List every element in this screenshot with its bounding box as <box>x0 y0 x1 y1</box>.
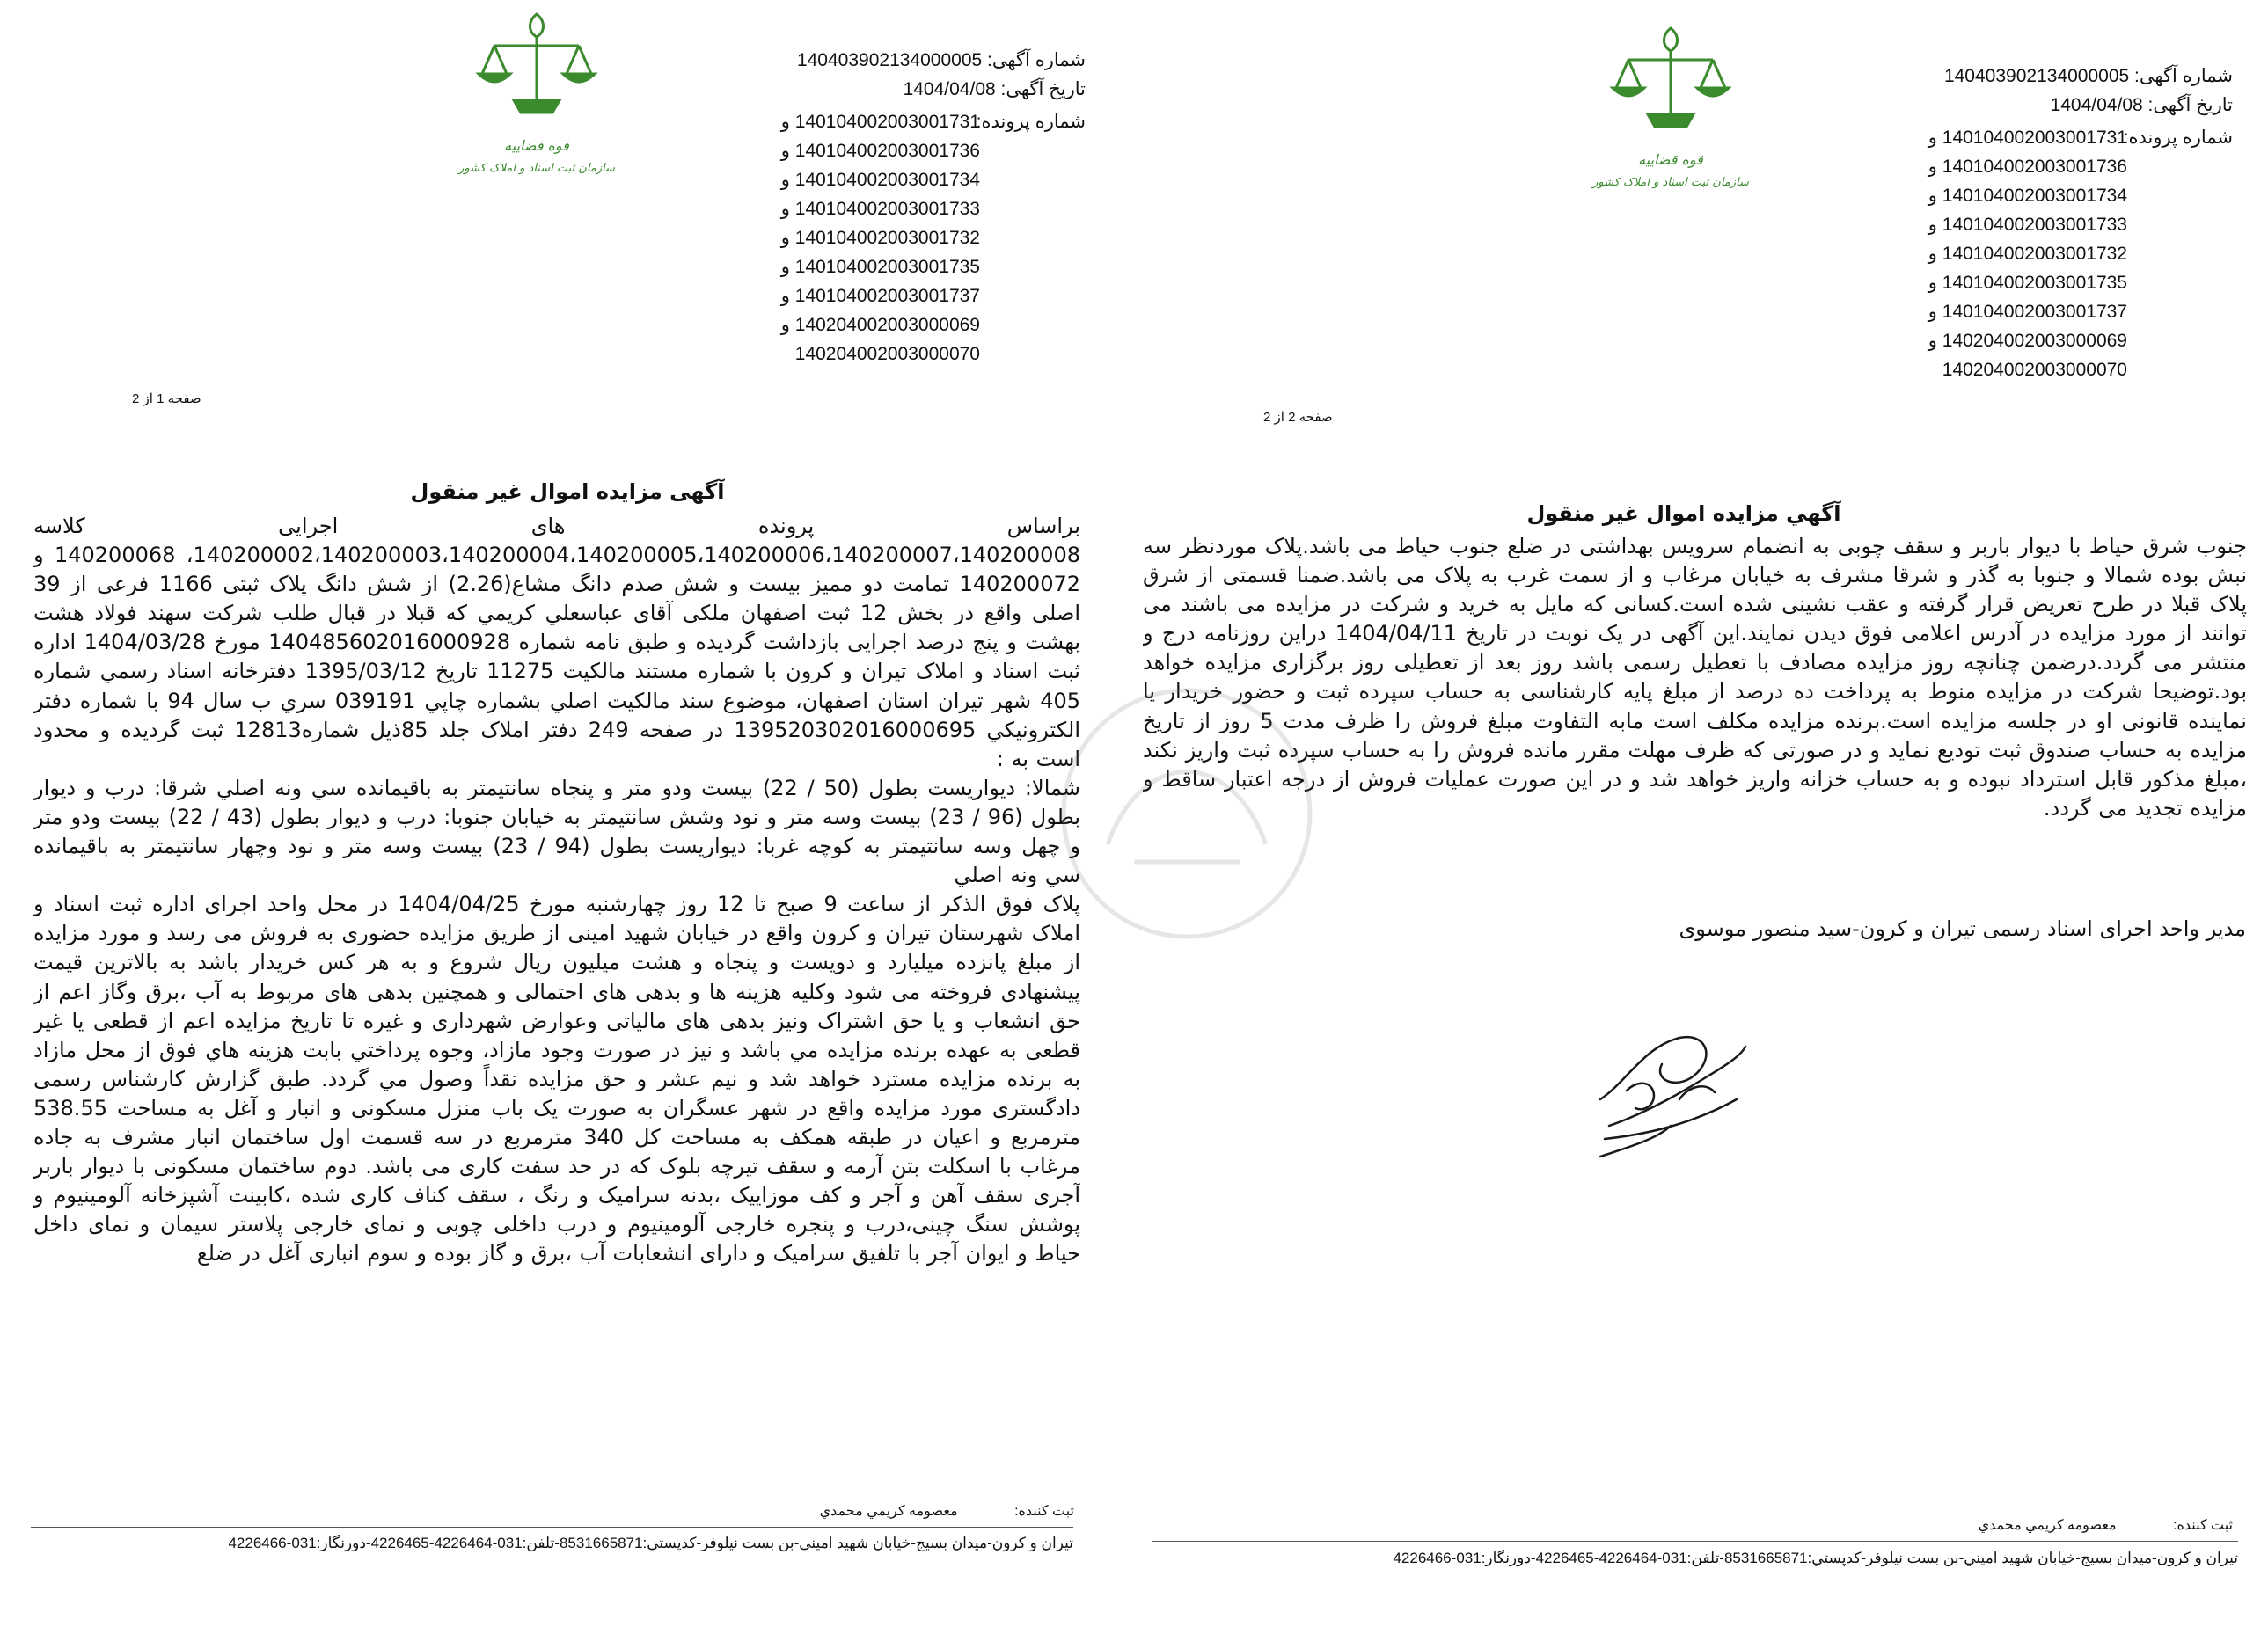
ad-meta-block: شماره آگهی: 140403902134000005 تاریخ آگهی: 1404/04/08 شماره پرونده: 140104002003001731 و 140104002003001736 و 140104002003001734 و 140104002003001733 و 140104002003001732 و 140104002003001735 و 140104002003001737 و 140204002003000069 و 140204002003000070 <box>1740 62 2233 384</box>
notice-paragraph: پلاک فوق الذکر از ساعت 9 صبح تا 12 روز چهارشنبه مورخ 1404/04/25 در محل واحد اجرای اداره ثبت اسناد و املاک شهرستان تیران و کرون واقع در خیابان شهید امینی از طریق مزایده حضوری به فروش می رسد و مورد مزایده از مبلغ پانزده میلیارد و دویست و پنجاه و هشت میلیون ریال شروع و به هر کس خریدار باشد به بالاترین قیمت پیشنهادی فروخته می شود وکلیه هزینه ها و بدهی های احتمالی و همچنین بدهی های مربوط به آب ،برق وگاز اعم از حق انشعاب و یا حق اشتراک ونیز بدهی های مالیاتی وعوارض شهرداری و غیره تا تاریخ مزایده اعم از قطعی یا غیر قطعی به عهده برنده مزایده مي باشد و نیز در صورت وجود مازاد، وجوه پرداختي بابت هزینه هاي فوق از محل مازاد به برنده مزایده مسترد خواهد شد و نیم عشر و حق مزایده نقداً وصول مي گردد. طبق گزارش کارشناس رسمی دادگستری مورد مزایده واقع در شهر عسگران به صورت یک باب منزل مسکونی و انبار و آغل به مساحت 538.55 مترمربع و اعیان در طبقه همکف به مساحت کل 340 مترمربع در سه قسمت اول ساختمان انبار مشرف به جاده مرغاب با اسکلت بتن آرمه و سقف تیرچه بلوک که در حد سفت کاری می باشد. دوم ساختمان مسکونی با دیوار باربر آجری سقف آهن و آجر و کف موزاییک ،بدنه سرامیک و رنگ ، سقف کناف کاری شده ،کابینت آشپزخانه آلومینیوم و پوشش سنگ چینی،درب و پنجره خارجی آلومینیوم و درب داخلی چوبی و نمای خارجی پلاستر سیمان و نمای داخل حیاط و ایوان آجر با تلفیق سرامیک و دارای انشعابات آب ،برق و گاز بوده و سوم انباری آغل در ضلع <box>33 892 1080 1266</box>
ad-number-row <box>593 46 1086 75</box>
page-number: صفحه 2 از 2 <box>1263 410 1333 425</box>
ad-date-label: تاریخ آگهی: <box>2147 95 2233 115</box>
case-number: 140104002003001732 و <box>1928 244 2127 264</box>
emblem-org-line-2: سازمان ثبت اسناد و املاک کشور <box>1592 176 1749 189</box>
case-number: 140104002003001731 و <box>780 112 980 132</box>
emblem-org-line-2: سازمان ثبت اسناد و املاک کشور <box>458 162 615 175</box>
registrar-label: ثبت کننده: <box>1014 1504 1074 1519</box>
judiciary-emblem <box>1591 19 1750 213</box>
case-number: 140104002003001733 و <box>1928 215 2127 235</box>
registrar <box>820 1502 1074 1520</box>
ad-number-label: شماره آگهی: <box>987 50 1086 70</box>
notice-paragraph: جنوب شرق حیاط با دیوار باربر و سقف چوبی به انضمام سرویس بهداشتی در ضلع جنوب حیاط می باشد.پلاک موردنظر سه نبش بوده شمالا و جنوبا به گذر و شرقا مشرف به خیابان مرغاب و از سمت غرب به پلاک می باشد.ضمنا قسمتی از شرق پلاک قبلا در طرح تعریض قرار گرفته و عقب نشینی شده است.کسانی که مایل به خرید و شرکت در مزایده می باشند می توانند از مورد مزایده در آدرس اعلامی فوق دیدن نمایند.این آگهی در یک نوبت در تاریخ 1404/04/11 دراین روزنامه درج و منتشر می گردد.درضمن چنانچه روز مزایده مصادف با تعطیل رسمی باشد روز بعد از تعطیلی روز برگزاری مزایده خواهد بود.توضیحا شرکت در مزایده منوط به پرداخت ده درصد از مبلغ پایه کارشناسی به حساب سپرده ثبت و حضور خریدار یا نماینده قانونی او در جلسه مزایده است.برنده مزایده مکلف است مابه التفاوت مبلغ فروش را ظرف مدت 5 روز از تاریخ مزایده به حساب صندوق ثبت تودیع نماید و در صورتی که ظرف مهلت مقرر مانده فروش را به حساب سپرده ثبت واریز نکند ،مبلغ مذکور قابل استرداد نبوده و به حساب خزانه واریز خواهد شد و در این صورت عملیات فروش از درجه اعتبار ساقط و مزایده تجدید می گردد. <box>1143 534 2247 821</box>
emblem-org-line-1: قوه قضاییه <box>1638 151 1703 168</box>
closing-signatory: مدیر واحد اجرای اسناد رسمی تیران و کرون-سید منصور موسوی <box>1679 916 2246 941</box>
notice-body <box>1143 532 2247 910</box>
page-2 <box>1134 0 2268 1642</box>
ad-date: 1404/04/08 <box>2050 95 2143 115</box>
case-number: 140104002003001733 و <box>780 199 980 219</box>
case-number: 140104002003001732 و <box>780 228 980 248</box>
ad-number-row <box>1740 62 2233 91</box>
case-number: 140104002003001735 و <box>780 257 980 277</box>
ad-date: 1404/04/08 <box>903 79 996 99</box>
notice-paragraph: شمالا: دیواریست بطول (50 / 22) بيست ودو متر و پنجاه سانتيمتر به باقيمانده سي ونه اصلي شرقا: درب و دیوار بطول (96 / 23) بيست وسه متر و نود وشش سانتيمتر به خیابان جنوبا: درب و دیوار بطول (43 / 22) بيست ودو متر و چهل وسه سانتيمتر به کوچه غربا: دیواریست بطول (94 / 23) بيست وسه متر و نود وچهار سانتيمتر به باقيمانده سي ونه اصلي <box>33 775 1080 888</box>
ad-number-label: شماره آگهی: <box>2134 66 2233 86</box>
notice-title: آگهي مزایده اموال غير منقول <box>1526 501 1841 526</box>
case-number: 140104002003001737 و <box>1928 302 2127 322</box>
page-number: صفحه 1 از 2 <box>132 391 201 406</box>
emblem-org-line-1: قوه قضاییه <box>504 137 569 154</box>
case-number: 140204002003000070 <box>794 344 980 364</box>
registrar-name: معصومه کريمي محمدي <box>1978 1518 2117 1533</box>
notice-paragraph: براساس پرونده های اجرایی کلاسه 140200002،140200003،140200004،140200005،140200006،140200007،140200008، 140200068 و 140200072 تمامت دو ممیز بیست و شش صدم دانگ مشاع(2.26) از شش دانگ پلاک ثبتی 1166 فرعی از 39 اصلی واقع در بخش 12 ثبت اصفهان ملکی آقای عباسعلي کريمي که قبلا در قبال طلب شرکت سهند فولاد هشت بهشت و پنج درصد اجرایی بازداشت گردیده و طبق نامه شماره 140485602016000928 مورخ 1404/03/28 اداره ثبت اسناد و املاک تیران و کرون با شماره مستند مالکیت 11275 تاریخ 1395/03/12 دفترخانه اسناد رسمي شماره 405 شهر تيران استان اصفهان، موضوع سند مالکيت اصلي بشماره چاپي 039191 سري ب سال 94 با شماره دفتر الکترونيکي 139520302016000695 در صفحه 249 دفتر املاک جلد 85ذيل شماره12813 ثبت گرديده و محدود است به : <box>33 514 1080 771</box>
ad-number: 140403902134000005 <box>1943 66 2130 86</box>
case-number: 140104002003001734 و <box>780 170 980 190</box>
office-address: تیران و کرون-میدان بسیج-خیابان شهید امیني-بن بست نیلوفر-کدپستي:8531665871-تلفن:031-4226464-4226465-دورنگار:031-4226466 <box>228 1535 1073 1551</box>
case-number: 140204002003000069 و <box>780 315 980 335</box>
judiciary-emblem <box>457 5 616 199</box>
case-number-list <box>593 107 980 369</box>
notice-title: آگهی مزایده اموال غیر منقول <box>410 479 725 504</box>
case-number: 140104002003001735 و <box>1928 273 2127 293</box>
case-number: 140104002003001734 و <box>1928 186 2127 206</box>
ad-date-label: تاریخ آگهی: <box>1000 79 1086 99</box>
ad-number: 140403902134000005 <box>796 50 983 70</box>
registrar <box>1979 1516 2233 1534</box>
ad-meta-block: شماره آگهی: 140403902134000005 تاریخ آگهی: 1404/04/08 شماره پرونده: 140104002003001731 و 140104002003001736 و 140104002003001734 و 140104002003001733 و 140104002003001732 و 140104002003001735 و 140104002003001737 و 140204002003000069 و 140204002003000070 <box>593 46 1086 369</box>
registrar-label: ثبت کننده: <box>2173 1518 2233 1533</box>
case-number: 140204002003000069 و <box>1928 331 2127 351</box>
case-number: 140104002003001736 و <box>1928 157 2127 177</box>
case-number: 140204002003000070 <box>1942 360 2127 380</box>
ad-date-row <box>593 75 1086 104</box>
footer-divider <box>31 1527 1073 1528</box>
notice-body <box>33 512 1080 1523</box>
case-number: 140104002003001731 و <box>1928 128 2127 148</box>
office-address: تیران و کرون-میدان بسیج-خیابان شهید امیني-بن بست نیلوفر-کدپستي:8531665871-تلفن:031-4226464-4226465-دورنگار:031-4226466 <box>1393 1550 2238 1566</box>
handwritten-signature-icon <box>1574 994 1767 1170</box>
ad-date-row <box>1740 91 2233 120</box>
case-number-list <box>1740 123 2127 384</box>
case-number: 140104002003001736 و <box>780 141 980 161</box>
footer-divider <box>1152 1541 2238 1542</box>
case-number: 140104002003001737 و <box>780 286 980 306</box>
registrar-name: معصومه کريمي محمدي <box>819 1504 958 1519</box>
